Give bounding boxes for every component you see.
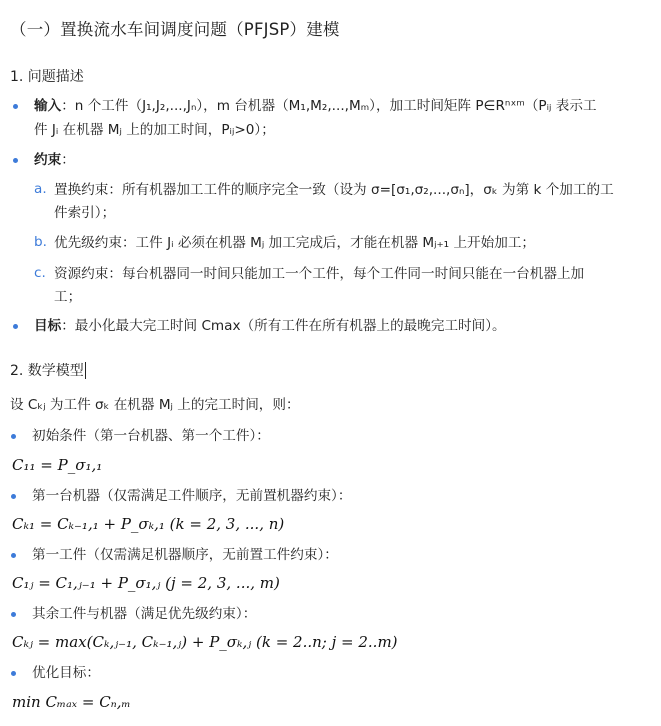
section-heading-problem: 1. 问题描述 [10, 69, 84, 85]
constraint-marker-a: a. [34, 181, 47, 197]
objective-label: 目标 [34, 318, 62, 334]
section-heading-model-text: 2. 数学模型 [10, 363, 84, 379]
constraint-c-line-1: 资源约束：每台机器同一时间只能加工一个工件，每个工件同一时间只能在一台机器上加 [54, 266, 585, 282]
formula-initial: C₁₁ = P_σ₁,₁ [12, 456, 103, 474]
formula-first-machine: Cₖ₁ = Cₖ₋₁,₁ + P_σₖ,₁ (k = 2, 3, ..., n) [12, 515, 285, 533]
formula-general: Cₖⱼ = max(Cₖ,ⱼ₋₁, Cₖ₋₁,ⱼ) + P_σₖ,ⱼ (k = 2..n; j = 2..m) [12, 633, 398, 651]
model-intro: 设 Cₖⱼ 为工件 σₖ 在机器 Mⱼ 上的完工时间，则： [10, 397, 300, 413]
input-line-1 [34, 96, 597, 116]
input-text: ：n 个工件（J₁,J₂,...,Jₙ），m 台机器（M₁,M₂,...,Mₘ），加工时间矩阵 P∈Rⁿˣᵐ（Pᵢⱼ 表示工 [61, 98, 597, 114]
constraint-marker-b: b. [34, 234, 47, 250]
text-cursor [85, 362, 86, 379]
item-objective-label: 优化目标： [32, 665, 100, 681]
constraint-b-line-1: 优先级约束：工件 Jᵢ 必须在机器 Mⱼ 加工完成后，才能在机器 Mⱼ₊₁ 上开始加工； [54, 235, 536, 251]
objective-line [34, 316, 506, 336]
page-title: （一）置换流水车间调度问题（PFJSP）建模 [10, 20, 340, 39]
item-initial-label: 初始条件（第一台机器、第一个工件）： [32, 428, 270, 444]
input-label: 输入 [34, 98, 62, 114]
constraints-heading [34, 150, 75, 170]
objective-text: ：最小化最大完工时间 Cmax（所有工件在所有机器上的最晚完工时间）。 [61, 318, 506, 334]
constraint-colon: ： [61, 152, 75, 168]
item-first-job-label: 第一工件（仅需满足机器顺序，无前置工件约束）： [32, 547, 338, 563]
section-heading-model [10, 360, 86, 380]
formula-objective: min Cₘₐₓ = Cₙ,ₘ [12, 693, 131, 711]
constraint-a-line-2: 件索引）； [54, 205, 116, 221]
constraint-a-line-1: 置换约束：所有机器加工工件的顺序完全一致（设为 σ=[σ₁,σ₂,...,σₙ]，σₖ 为第 k 个加工的工 [54, 182, 614, 198]
constraint-marker-c: c. [34, 265, 46, 281]
constraint-c-line-2: 工； [54, 289, 82, 305]
item-first-machine-label: 第一台机器（仅需满足工件顺序，无前置机器约束）： [32, 488, 352, 504]
constraint-label: 约束 [34, 152, 62, 168]
input-line-2: 件 Jᵢ 在机器 Mⱼ 上的加工时间，Pᵢⱼ>0）； [34, 122, 275, 138]
item-general-label: 其余工件与机器（满足优先级约束）： [32, 606, 257, 622]
formula-first-job: C₁ⱼ = C₁,ⱼ₋₁ + P_σ₁,ⱼ (j = 2, 3, ..., m) [12, 574, 280, 592]
